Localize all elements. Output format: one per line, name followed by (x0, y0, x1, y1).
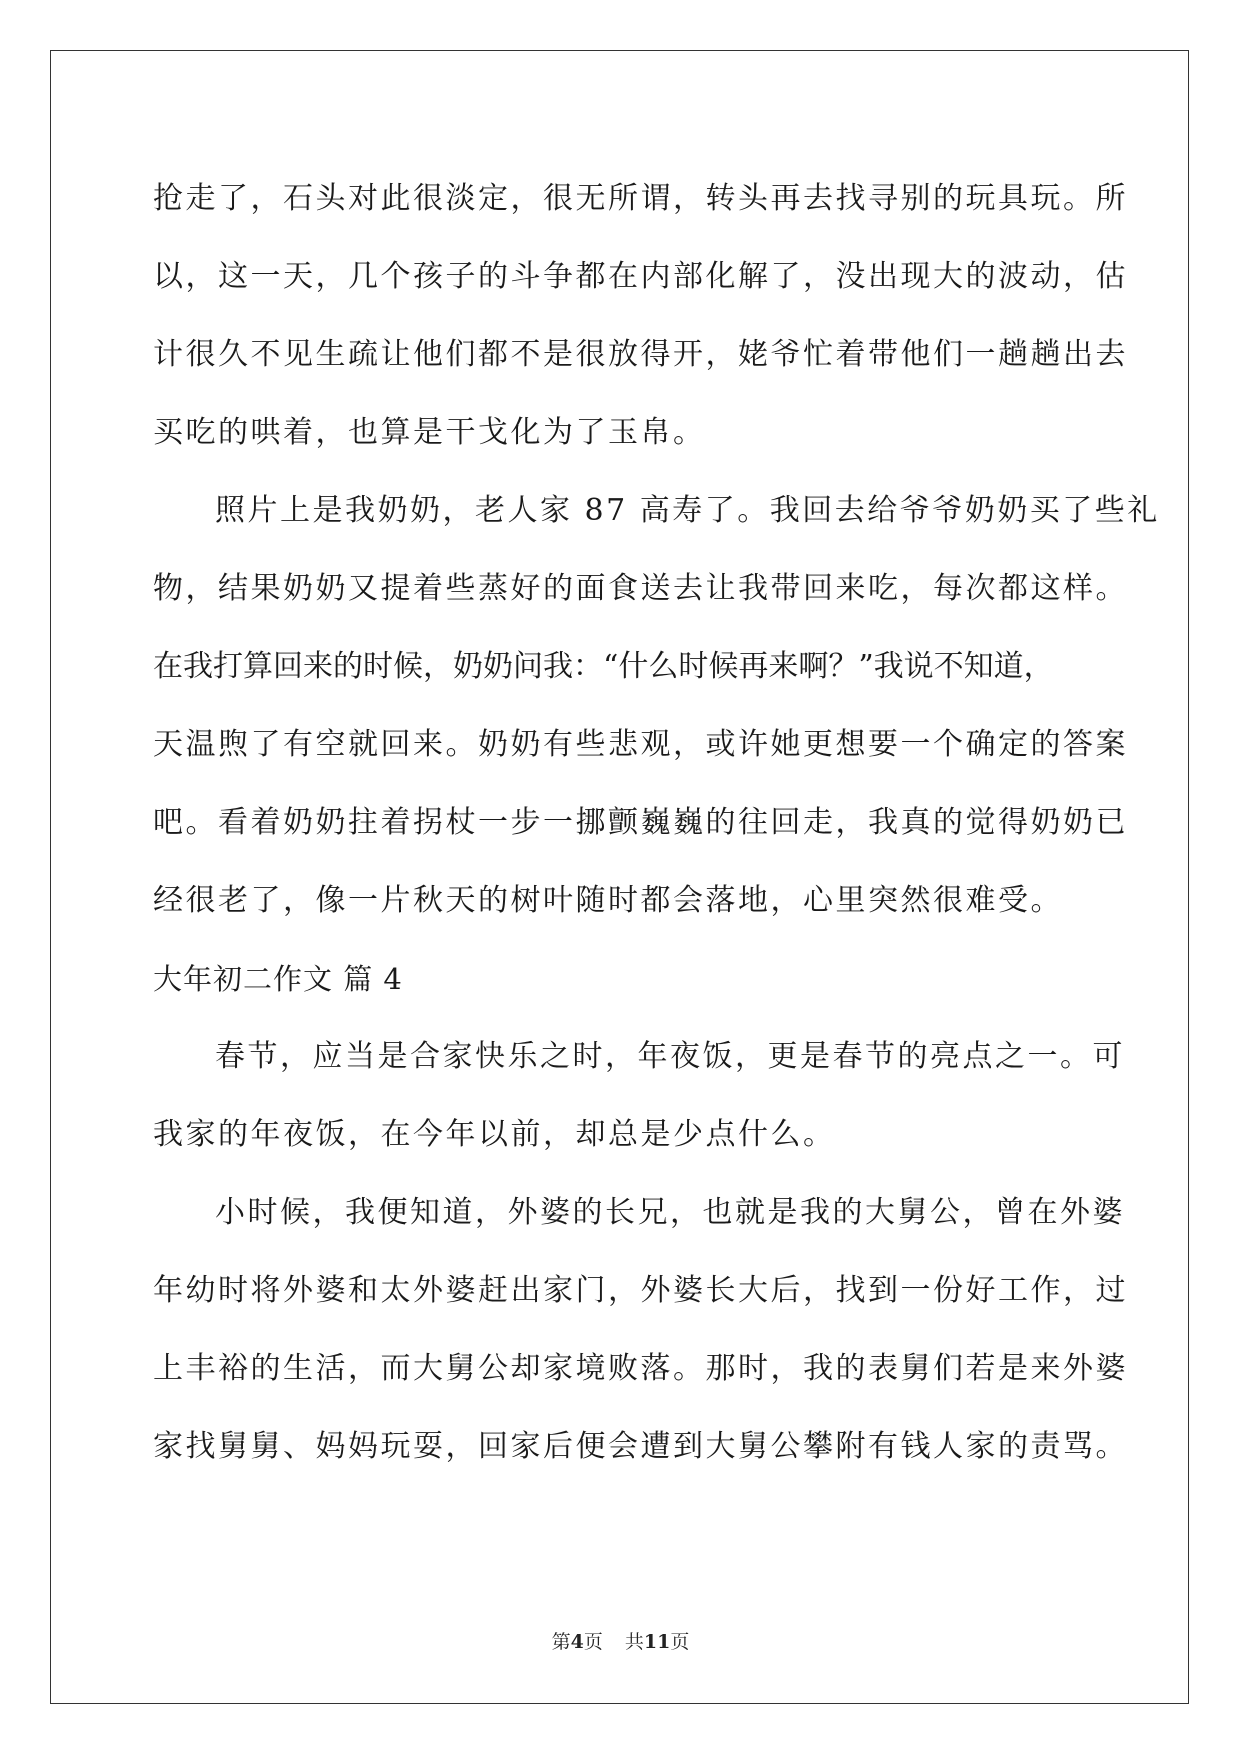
page-prefix: 第 (551, 1631, 571, 1653)
text-line: 吧。看着奶奶拄着拐杖一步一挪颤巍巍的往回走，我真的觉得奶奶已 (153, 805, 1128, 840)
text-line: 抢走了，石头对此很淡定，很无所谓，转头再去找寻别的玩具玩。所 (153, 181, 1128, 216)
page-footer (0, 1627, 1241, 1654)
text-line: 在我打算回来的时候，奶奶问我：“什么时候再来啊？”我说不知道， (153, 649, 1054, 684)
text-line: 照片上是我奶奶，老人家 87 高寿了。我回去给爷爷奶奶买了些礼 (215, 493, 1160, 528)
page-total: 11 (643, 1631, 671, 1653)
total-suffix: 页 (670, 1631, 690, 1653)
text-line: 小时候，我便知道，外婆的长兄，也就是我的大舅公，曾在外婆 (215, 1195, 1125, 1230)
text-line: 买吃的哄着，也算是干戈化为了玉帛。 (153, 415, 706, 450)
total-prefix: 共 (624, 1631, 644, 1653)
text-line: 经很老了，像一片秋天的树叶随时都会落地，心里突然很难受。 (153, 883, 1063, 918)
text-line: 计很久不见生疏让他们都不是很放得开，姥爷忙着带他们一趟趟出去 (153, 337, 1128, 372)
text-line: 以，这一天，几个孩子的斗争都在内部化解了，没出现大的波动，估 (153, 259, 1128, 294)
text-line: 天温煦了有空就回来。奶奶有些悲观，或许她更想要一个确定的答案 (153, 727, 1128, 762)
page-suffix: 页 (583, 1631, 603, 1653)
text-line: 春节，应当是合家快乐之时，年夜饭，更是春节的亮点之一。可 (215, 1039, 1125, 1074)
text-line: 上丰裕的生活，而大舅公却家境败落。那时，我的表舅们若是来外婆 (153, 1351, 1128, 1386)
text-line: 家找舅舅、妈妈玩耍，回家后便会遭到大舅公攀附有钱人家的责骂。 (153, 1429, 1128, 1464)
document-body (153, 160, 1160, 1486)
text-line: 年幼时将外婆和太外婆赶出家门，外婆长大后，找到一份好工作，过 (153, 1273, 1128, 1308)
text-line: 物，结果奶奶又提着些蒸好的面食送去让我带回来吃，每次都这样。 (153, 571, 1128, 606)
page-current: 4 (570, 1631, 584, 1653)
section-heading: 大年初二作文 篇 4 (153, 962, 403, 996)
text-line: 我家的年夜饭，在今年以前，却总是少点什么。 (153, 1117, 836, 1152)
